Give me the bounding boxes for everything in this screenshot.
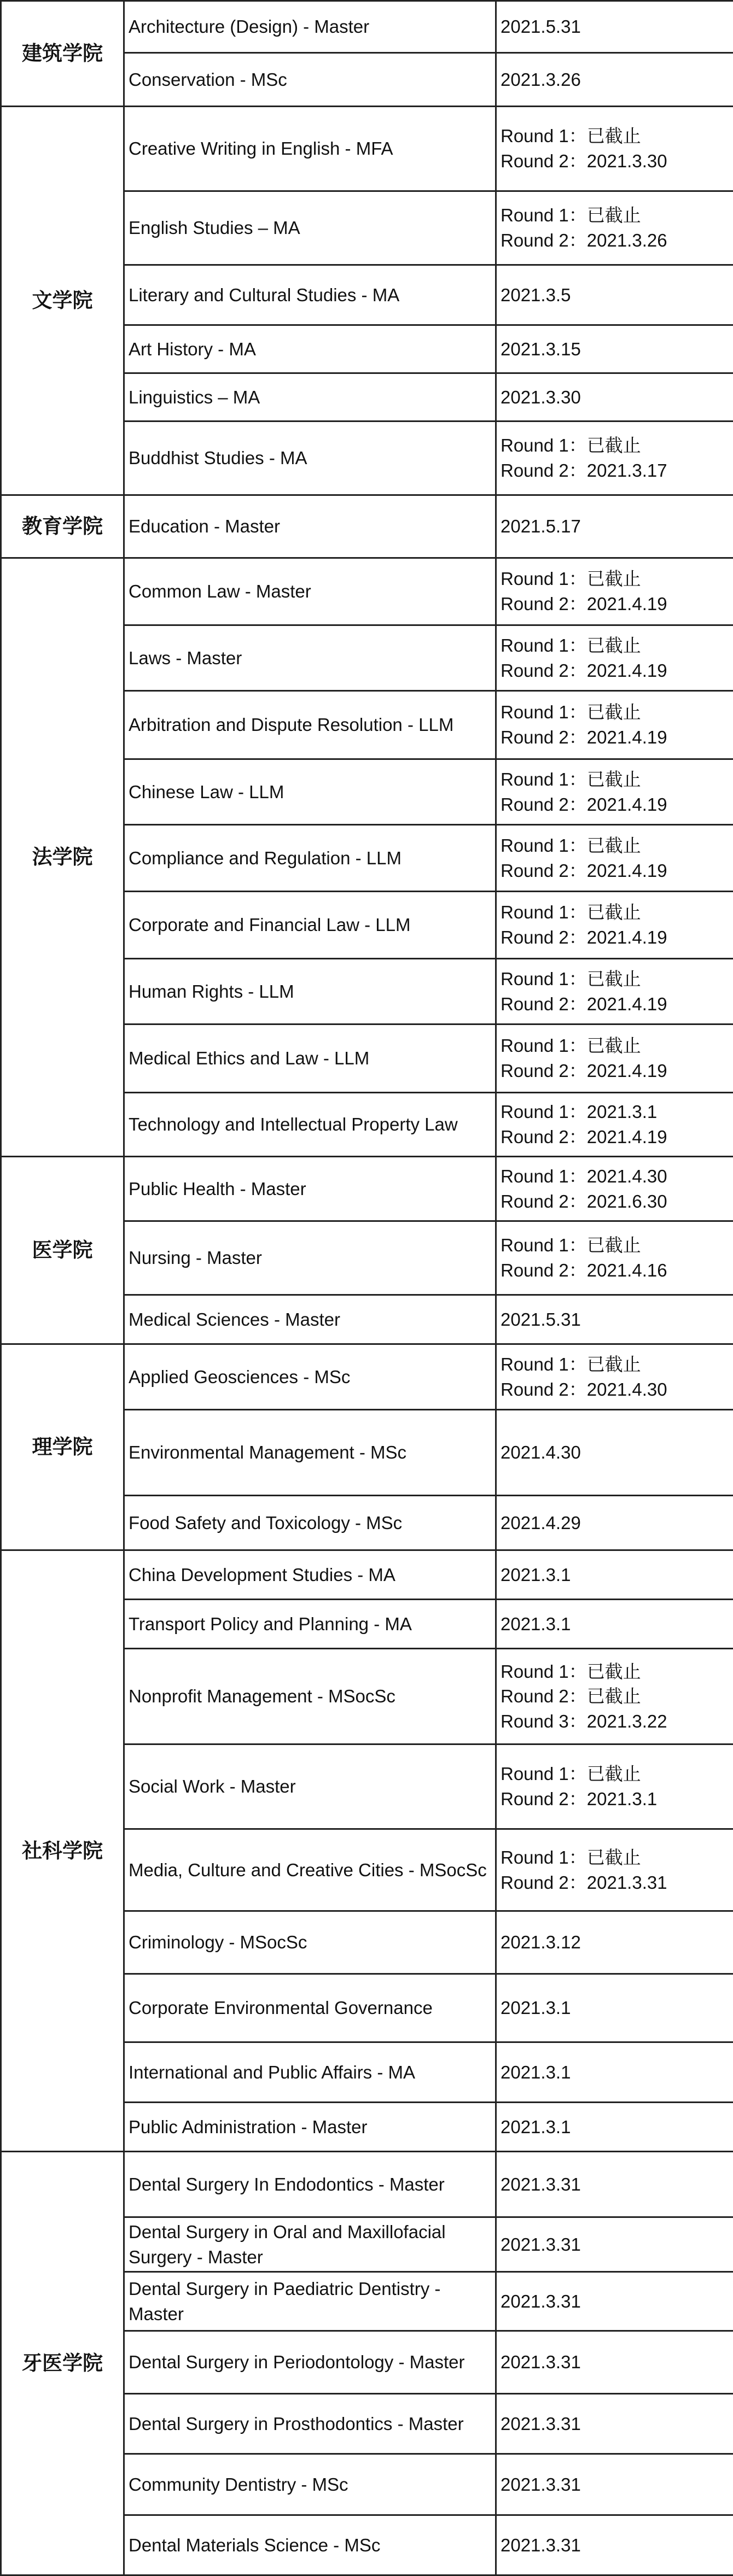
faculty-name: 社科学院 <box>1 1550 124 2152</box>
deadline-line: 2021.3.1 <box>501 1612 729 1637</box>
faculty-name: 法学院 <box>1 558 124 1157</box>
deadline-line: 2021.3.15 <box>501 337 729 362</box>
deadline-line: Round 1：已截止 <box>501 900 729 925</box>
deadline-cell <box>496 1295 733 1344</box>
deadline-line: Round 1：已截止 <box>501 833 729 858</box>
table-row <box>1 1550 733 1600</box>
program-name: Architecture (Design) - Master <box>124 1 496 53</box>
deadline-line: Round 1：已截止 <box>501 1659 729 1684</box>
deadline-line: 2021.3.31 <box>501 2533 729 2558</box>
faculty-name: 建筑学院 <box>1 1 124 107</box>
deadline-line: 2021.3.31 <box>501 2232 729 2257</box>
deadline-line: Round 2：2021.4.19 <box>501 858 729 883</box>
deadline-cell <box>496 107 733 191</box>
program-name: Applied Geosciences - MSc <box>124 1344 496 1410</box>
program-name: Human Rights - LLM <box>124 959 496 1024</box>
deadline-cell <box>496 373 733 421</box>
program-name: Social Work - Master <box>124 1744 496 1829</box>
deadline-cell <box>496 1 733 53</box>
deadline-line: 2021.3.1 <box>501 1562 729 1588</box>
deadline-line: Round 2：2021.4.19 <box>501 1058 729 1084</box>
deadline-cell <box>496 1550 733 1600</box>
deadline-line: 2021.4.30 <box>501 1440 729 1465</box>
deadline-line: Round 1：已截止 <box>501 767 729 792</box>
table-body <box>1 1 733 2575</box>
deadline-line: 2021.3.1 <box>501 2115 729 2140</box>
deadline-line: Round 1：2021.3.1 <box>501 1099 729 1125</box>
program-name: Technology and Intellectual Property Law <box>124 1093 496 1157</box>
program-name: Corporate Environmental Governance <box>124 1974 496 2042</box>
deadline-line: Round 3：2021.3.22 <box>501 1709 729 1734</box>
deadline-cell <box>496 1974 733 2042</box>
deadline-line: Round 2：2021.6.30 <box>501 1189 729 1214</box>
deadline-line: Round 2：2021.4.19 <box>501 992 729 1017</box>
deadline-cell <box>496 2515 733 2575</box>
deadline-line: 2021.3.31 <box>501 2411 729 2437</box>
deadline-line: Round 2：2021.4.30 <box>501 1377 729 1402</box>
deadline-line: 2021.3.31 <box>501 2172 729 2197</box>
deadline-cell <box>496 265 733 325</box>
program-name: Literary and Cultural Studies - MA <box>124 265 496 325</box>
deadline-cell <box>496 1157 733 1221</box>
program-name: Laws - Master <box>124 625 496 691</box>
deadline-cell <box>496 421 733 495</box>
deadline-line: 2021.5.17 <box>501 514 729 539</box>
deadline-line: 2021.5.31 <box>501 1307 729 1332</box>
program-name: Community Dentistry - MSc <box>124 2454 496 2515</box>
program-name: Public Health - Master <box>124 1157 496 1221</box>
deadline-line: Round 1：已截止 <box>501 1233 729 1258</box>
deadline-line: 2021.3.26 <box>501 67 729 92</box>
deadline-line: 2021.3.1 <box>501 2060 729 2085</box>
program-name: Nursing - Master <box>124 1221 496 1295</box>
deadline-cell <box>496 1221 733 1295</box>
program-name: Dental Surgery in Oral and Maxillofacial Surgery - Master <box>124 2217 496 2272</box>
deadline-cell <box>496 625 733 691</box>
table-row <box>1 2152 733 2217</box>
deadline-cell <box>496 191 733 265</box>
program-name: Creative Writing in English - MFA <box>124 107 496 191</box>
table-row <box>1 1344 733 1410</box>
deadline-line: Round 2：2021.4.19 <box>501 725 729 750</box>
deadline-line: Round 2：2021.4.19 <box>501 792 729 817</box>
deadline-line: 2021.4.29 <box>501 1511 729 1536</box>
program-name: Dental Surgery in Prosthodontics - Master <box>124 2394 496 2454</box>
deadline-line: Round 1：已截止 <box>501 1761 729 1787</box>
program-name: Environmental Management - MSc <box>124 1410 496 1496</box>
program-name: Transport Policy and Planning - MA <box>124 1600 496 1649</box>
deadline-line: Round 2：2021.3.17 <box>501 458 729 483</box>
deadline-cell <box>496 691 733 759</box>
deadline-cell <box>496 2152 733 2217</box>
deadline-cell <box>496 1496 733 1550</box>
deadline-line: Round 1：已截止 <box>501 967 729 992</box>
deadline-cell <box>496 1829 733 1911</box>
deadline-line: Round 1：已截止 <box>501 566 729 592</box>
program-name: Arbitration and Dispute Resolution - LLM <box>124 691 496 759</box>
program-name: Dental Surgery in Periodontology - Master <box>124 2331 496 2394</box>
faculty-name: 牙医学院 <box>1 2152 124 2575</box>
deadline-line: 2021.5.31 <box>501 14 729 39</box>
faculty-name: 医学院 <box>1 1157 124 1344</box>
deadline-cell <box>496 892 733 959</box>
deadline-line: 2021.3.31 <box>501 2289 729 2314</box>
table-row <box>1 1157 733 1221</box>
program-name: English Studies – MA <box>124 191 496 265</box>
deadline-cell <box>496 2103 733 2152</box>
program-name: Compliance and Regulation - LLM <box>124 825 496 892</box>
deadline-cell <box>496 2454 733 2515</box>
deadline-line: Round 2：2021.3.1 <box>501 1787 729 1812</box>
program-name: Medical Sciences - Master <box>124 1295 496 1344</box>
table-row <box>1 495 733 558</box>
deadline-line: 2021.3.31 <box>501 2472 729 2497</box>
deadline-line: Round 2：2021.4.19 <box>501 592 729 617</box>
deadline-cell <box>496 1911 733 1974</box>
deadline-line: Round 1：已截止 <box>501 1845 729 1870</box>
program-name: Conservation - MSc <box>124 53 496 107</box>
program-name: Nonprofit Management - MSocSc <box>124 1649 496 1744</box>
program-name: Criminology - MSocSc <box>124 1911 496 1974</box>
deadline-cell <box>496 2042 733 2103</box>
deadline-line: Round 2：2021.4.16 <box>501 1258 729 1283</box>
deadline-line: Round 2：2021.4.19 <box>501 1125 729 1150</box>
deadline-cell <box>496 2272 733 2331</box>
deadline-cell <box>496 2394 733 2454</box>
deadline-cell <box>496 325 733 373</box>
deadline-line: 2021.3.30 <box>501 385 729 410</box>
program-name: Chinese Law - LLM <box>124 759 496 825</box>
deadline-cell <box>496 1093 733 1157</box>
program-name: Dental Materials Science - MSc <box>124 2515 496 2575</box>
deadline-line: Round 1：已截止 <box>501 633 729 658</box>
deadline-line: Round 1：已截止 <box>501 1352 729 1377</box>
deadline-line: Round 2：已截止 <box>501 1684 729 1709</box>
deadline-cell <box>496 959 733 1024</box>
program-name: International and Public Affairs - MA <box>124 2042 496 2103</box>
program-name: Public Administration - Master <box>124 2103 496 2152</box>
deadline-cell <box>496 1410 733 1496</box>
program-name: Media, Culture and Creative Cities - MSocSc <box>124 1829 496 1911</box>
deadline-line: 2021.3.12 <box>501 1930 729 1955</box>
deadline-line: 2021.3.5 <box>501 283 729 308</box>
program-name: Food Safety and Toxicology - MSc <box>124 1496 496 1550</box>
deadline-cell <box>496 53 733 107</box>
deadline-cell <box>496 825 733 892</box>
program-name: Linguistics – MA <box>124 373 496 421</box>
faculty-name: 文学院 <box>1 107 124 495</box>
faculty-name: 教育学院 <box>1 495 124 558</box>
program-name: Medical Ethics and Law - LLM <box>124 1024 496 1093</box>
program-name: Common Law - Master <box>124 558 496 625</box>
deadline-line: Round 1：已截止 <box>501 203 729 228</box>
table-row <box>1 107 733 191</box>
deadline-line: 2021.3.1 <box>501 1995 729 2021</box>
deadline-cell <box>496 1344 733 1410</box>
program-name: Buddhist Studies - MA <box>124 421 496 495</box>
deadline-line: 2021.3.31 <box>501 2350 729 2375</box>
deadline-line: Round 1：已截止 <box>501 700 729 725</box>
program-name: Dental Surgery in Paediatric Dentistry - Master <box>124 2272 496 2331</box>
deadline-line: Round 2：2021.4.19 <box>501 925 729 950</box>
deadline-cell <box>496 1744 733 1829</box>
deadline-line: Round 2：2021.3.31 <box>501 1870 729 1895</box>
program-name: Art History - MA <box>124 325 496 373</box>
deadline-cell <box>496 759 733 825</box>
deadline-cell <box>496 1024 733 1093</box>
faculty-name: 理学院 <box>1 1344 124 1550</box>
program-name: Dental Surgery In Endodontics - Master <box>124 2152 496 2217</box>
table-row <box>1 1 733 53</box>
deadline-line: Round 1：已截止 <box>501 124 729 149</box>
program-name: Corporate and Financial Law - LLM <box>124 892 496 959</box>
deadline-line: Round 1：已截止 <box>501 1033 729 1058</box>
deadline-cell <box>496 2331 733 2394</box>
deadline-line: Round 2：2021.4.19 <box>501 658 729 683</box>
deadline-cell <box>496 495 733 558</box>
deadline-cell <box>496 1649 733 1744</box>
deadline-line: Round 2：2021.3.30 <box>501 149 729 174</box>
deadline-cell <box>496 558 733 625</box>
deadline-line: Round 2：2021.3.26 <box>501 228 729 253</box>
program-name: China Development Studies - MA <box>124 1550 496 1600</box>
program-name: Education - Master <box>124 495 496 558</box>
table-row <box>1 558 733 625</box>
deadline-line: Round 1：2021.4.30 <box>501 1164 729 1189</box>
deadline-line: Round 1：已截止 <box>501 433 729 458</box>
deadline-cell <box>496 1600 733 1649</box>
deadline-cell <box>496 2217 733 2272</box>
